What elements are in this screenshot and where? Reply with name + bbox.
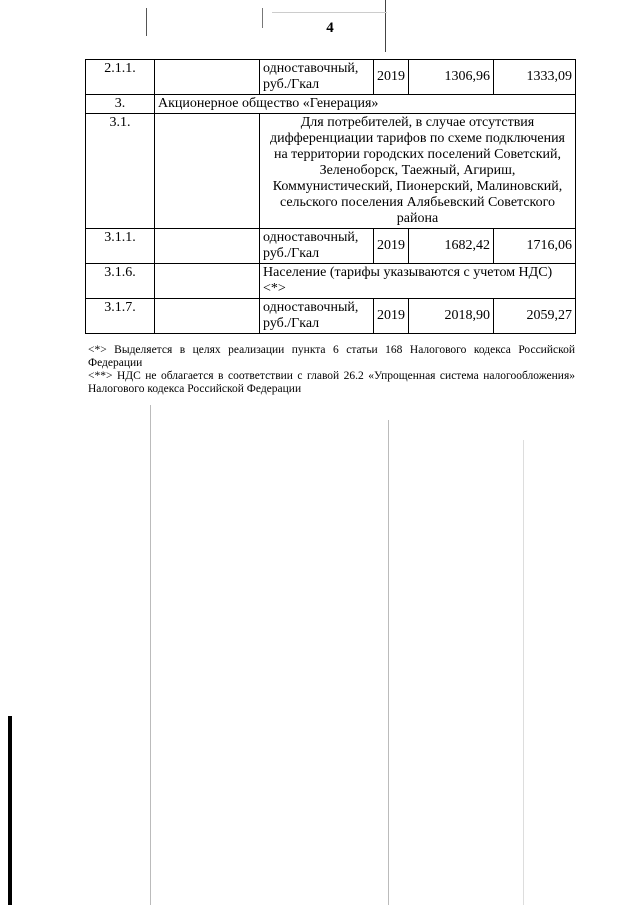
row-number: 2.1.1. — [86, 60, 155, 95]
row-unit: одноставочный, руб./Гкал — [260, 299, 374, 334]
row-name — [155, 299, 260, 334]
tariff-table — [85, 59, 576, 334]
page-number: 4 — [326, 20, 334, 36]
footnotes — [88, 344, 575, 396]
table-row — [86, 264, 576, 299]
row-value-1: 1306,96 — [409, 60, 494, 95]
row-value-1: 2018,90 — [409, 299, 494, 334]
scan-mark — [272, 12, 387, 13]
table-row — [86, 229, 576, 264]
organization-name: Акционерное общество «Генерация» — [155, 95, 576, 114]
row-name — [155, 60, 260, 95]
row-number: 3. — [86, 95, 155, 114]
row-number: 3.1.7. — [86, 299, 155, 334]
row-description: Население (тарифы указываются с учетом НДС) <*> — [260, 264, 576, 299]
row-value-2: 1716,06 — [494, 229, 576, 264]
scan-fold-line — [150, 405, 151, 905]
table-row — [86, 114, 576, 229]
table-row — [86, 95, 576, 114]
scan-mark — [146, 8, 147, 36]
row-value-2: 1333,09 — [494, 60, 576, 95]
row-number: 3.1.6. — [86, 264, 155, 299]
scan-mark — [262, 8, 263, 28]
row-name — [155, 114, 260, 229]
scan-fold-line — [523, 440, 524, 905]
row-year: 2019 — [374, 60, 409, 95]
row-year: 2019 — [374, 229, 409, 264]
row-description: Для потребителей, в случае отсутствия дифференциации тарифов по схеме подключения на территории городских поселений Советский, Зеленоборск, Таежный, Агириш, Коммунистический, Пионерский, Малиновский, сельского поселения Алябьевский Советского района — [260, 114, 576, 229]
row-name — [155, 264, 260, 299]
table-row — [86, 299, 576, 334]
row-unit: одноставочный, руб./Гкал — [260, 60, 374, 95]
scan-fold-line — [388, 420, 389, 905]
row-unit: одноставочный, руб./Гкал — [260, 229, 374, 264]
row-name — [155, 229, 260, 264]
table-row — [86, 60, 576, 95]
row-number: 3.1.1. — [86, 229, 155, 264]
row-value-2: 2059,27 — [494, 299, 576, 334]
scan-edge-mark — [8, 716, 12, 905]
row-value-1: 1682,42 — [409, 229, 494, 264]
scan-mark — [385, 0, 386, 52]
footnote: <**> НДС не облагается в соответствии с главой 26.2 «Упрощенная система налогообложения» Налогового кодекса Российской Федерации — [88, 370, 575, 395]
row-year: 2019 — [374, 299, 409, 334]
row-number: 3.1. — [86, 114, 155, 229]
footnote: <*> Выделяется в целях реализации пункта 6 статьи 168 Налогового кодекса Российской Федерации — [88, 344, 575, 369]
